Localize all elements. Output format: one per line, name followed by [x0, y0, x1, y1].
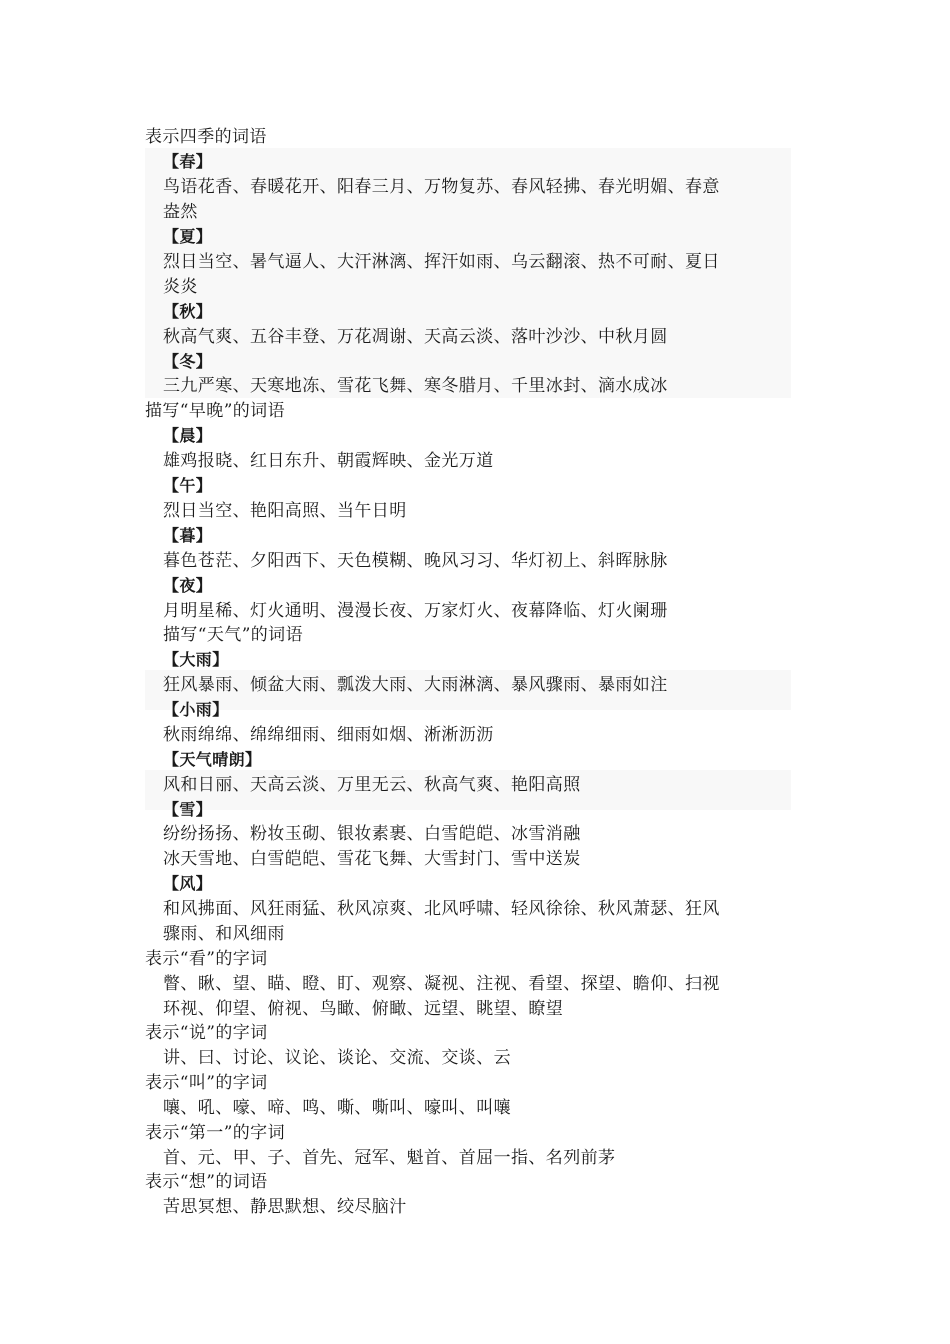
label-dusk: 【暮】: [163, 526, 213, 545]
label-wind: 【风】: [163, 874, 213, 893]
label-winter: 【冬】: [163, 352, 213, 371]
label-light-rain: 【小雨】: [163, 700, 229, 719]
text-call-1: 嚷、吼、嚎、啼、鸣、嘶、嘶叫、嚎叫、叫嚷: [163, 1098, 511, 1118]
text-wind-1: 和风拂面、风狂雨猛、秋风凉爽、北风呼啸、轻风徐徐、秋风萧瑟、狂风: [163, 899, 720, 919]
label-summer: 【夏】: [163, 227, 213, 246]
text-heavy-rain-1: 狂风暴雨、倾盆大雨、瓢泼大雨、大雨淋漓、暴风骤雨、暴雨如注: [163, 675, 668, 695]
text-summer-1: 烈日当空、暑气逼人、大汗淋漓、挥汗如雨、乌云翻滚、热不可耐、夏日: [163, 252, 720, 272]
text-light-rain-1: 秋雨绵绵、绵绵细雨、细雨如烟、淅淅沥沥: [163, 725, 494, 745]
label-sunny: 【天气晴朗】: [163, 750, 262, 769]
text-summer-2: 炎炎: [163, 277, 198, 297]
text-spring-2: 盎然: [163, 202, 198, 222]
text-say-1: 讲、曰、讨论、议论、谈论、交流、交谈、云: [163, 1048, 511, 1068]
heading-look: 表示“看”的字词: [145, 949, 268, 969]
heading-first: 表示“第一”的字词: [145, 1123, 285, 1143]
text-wind-2: 骤雨、和风细雨: [163, 924, 285, 944]
text-first-1: 首、元、甲、子、首先、冠军、魁首、首屈一指、名列前茅: [163, 1148, 616, 1168]
text-look-2: 环视、仰望、俯视、鸟瞰、俯瞰、远望、眺望、瞭望: [163, 999, 564, 1019]
text-autumn-1: 秋高气爽、五谷丰登、万花凋谢、天高云淡、落叶沙沙、中秋月圆: [163, 327, 668, 347]
label-noon: 【午】: [163, 476, 213, 495]
heading-seasons: 表示四季的词语: [145, 127, 267, 147]
text-night-1: 月明星稀、灯火通明、漫漫长夜、万家灯火、夜幕降临、灯火阑珊: [163, 601, 668, 621]
text-winter-1: 三九严寒、天寒地冻、雪花飞舞、寒冬腊月、千里冰封、滴水成冰: [163, 376, 668, 396]
heading-say: 表示“说”的字词: [145, 1023, 268, 1043]
heading-day-times: 描写“早晚”的词语: [145, 401, 285, 421]
label-morning: 【晨】: [163, 426, 213, 445]
text-think-1: 苦思冥想、静思默想、绞尽脑汁: [163, 1197, 407, 1217]
heading-call: 表示“叫”的字词: [145, 1073, 268, 1093]
text-noon-1: 烈日当空、艳阳高照、当午日明: [163, 501, 407, 521]
label-night: 【夜】: [163, 576, 213, 595]
text-look-1: 瞥、瞅、望、瞄、瞪、盯、观察、凝视、注视、看望、探望、瞻仰、扫视: [163, 974, 720, 994]
text-sunny-1: 风和日丽、天高云淡、万里无云、秋高气爽、艳阳高照: [163, 775, 581, 795]
text-morning-1: 雄鸡报晓、红日东升、朝霞辉映、金光万道: [163, 451, 494, 471]
text-dusk-1: 暮色苍茫、夕阳西下、天色模糊、晚风习习、华灯初上、斜晖脉脉: [163, 551, 668, 571]
heading-think: 表示“想”的词语: [145, 1172, 268, 1192]
label-spring: 【春】: [163, 152, 213, 171]
text-snow-2: 冰天雪地、白雪皑皑、雪花飞舞、大雪封门、雪中送炭: [163, 849, 581, 869]
label-heavy-rain: 【大雨】: [163, 650, 229, 669]
label-autumn: 【秋】: [163, 302, 213, 321]
text-snow-1: 纷纷扬扬、粉妆玉砌、银妆素裹、白雪皑皑、冰雪消融: [163, 824, 581, 844]
text-spring-1: 鸟语花香、春暖花开、阳春三月、万物复苏、春风轻拂、春光明媚、春意: [163, 177, 720, 197]
heading-weather: 描写“天气”的词语: [163, 625, 303, 645]
label-snow: 【雪】: [163, 800, 213, 819]
